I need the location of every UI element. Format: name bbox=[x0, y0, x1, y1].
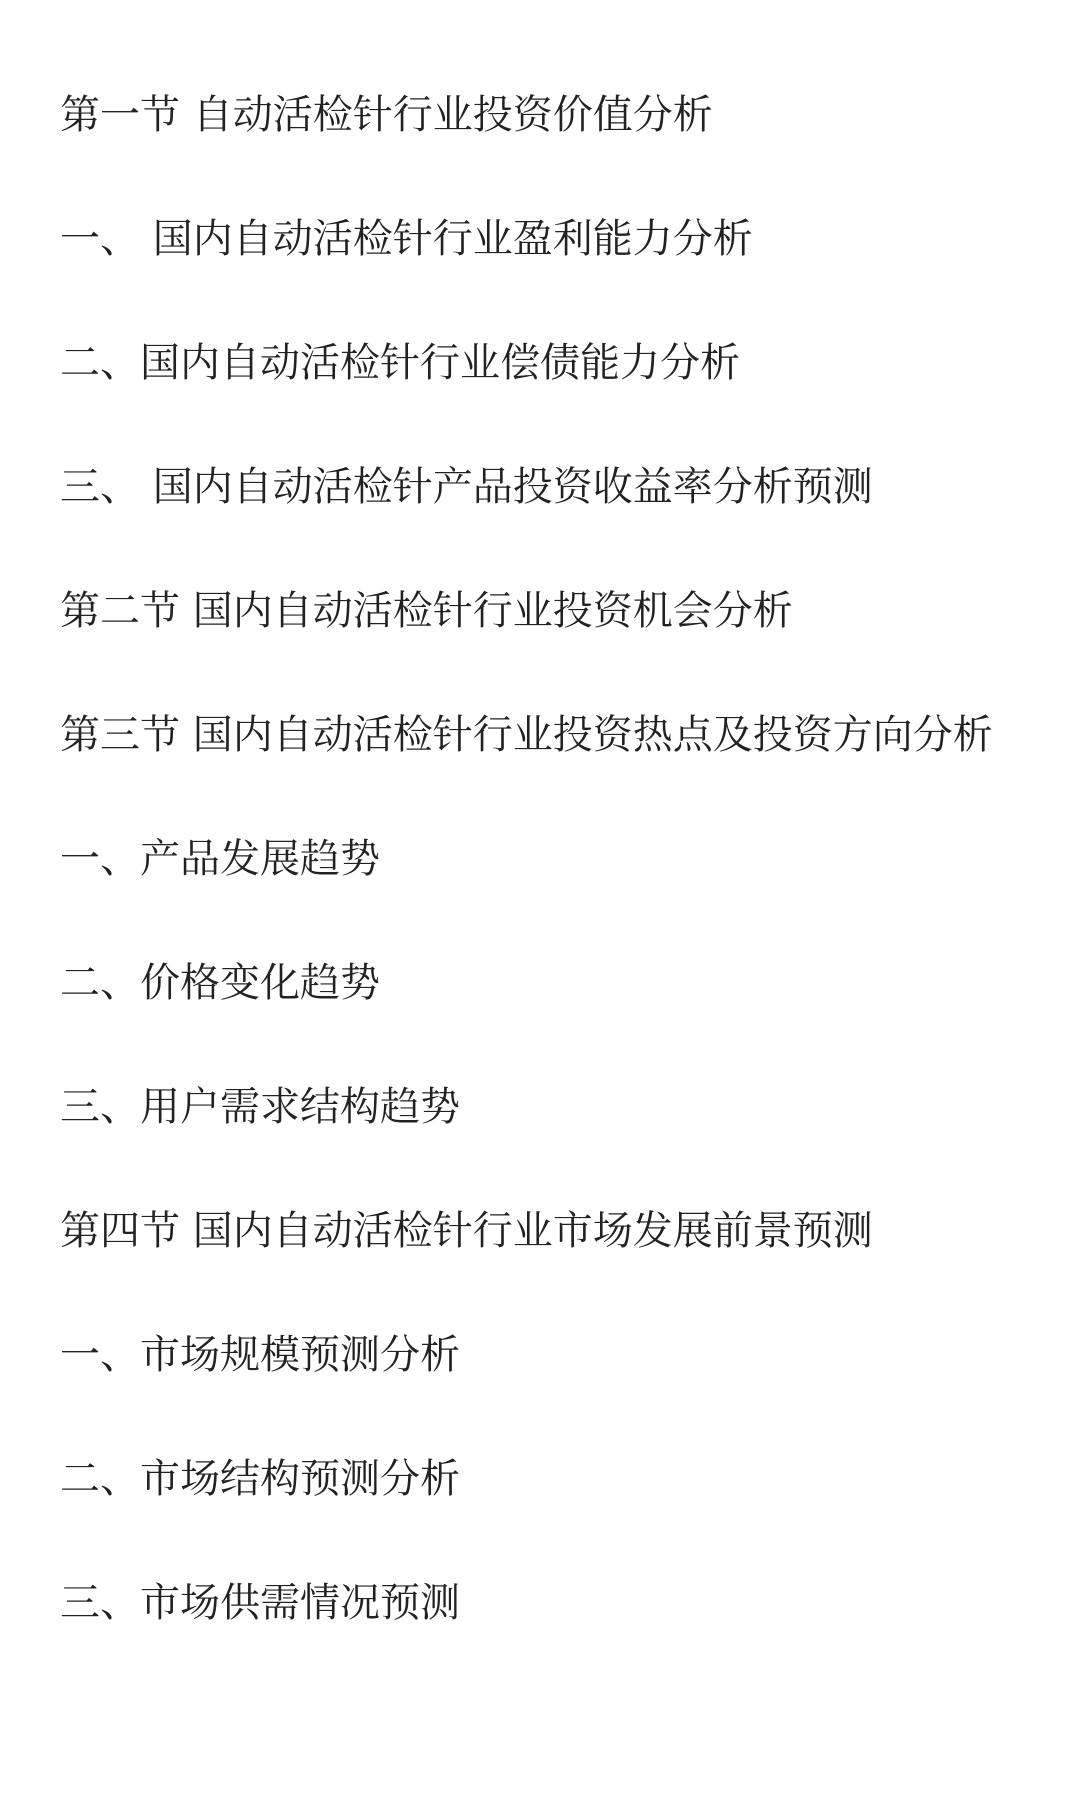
subsection-4-2: 二、市场结构预测分析 bbox=[60, 1456, 460, 1502]
section-2-heading: 第二节 国内自动活检针行业投资机会分析 bbox=[60, 588, 793, 634]
subsection-1-1: 一、 国内自动活检针行业盈利能力分析 bbox=[60, 216, 753, 262]
subsection-3-3: 三、用户需求结构趋势 bbox=[60, 1084, 460, 1130]
subsection-4-3: 三、市场供需情况预测 bbox=[60, 1580, 460, 1626]
subsection-1-2: 二、国内自动活检针行业偿债能力分析 bbox=[60, 340, 740, 386]
subsection-3-1: 一、产品发展趋势 bbox=[60, 836, 380, 882]
subsection-4-1: 一、市场规模预测分析 bbox=[60, 1332, 460, 1378]
section-1-heading: 第一节 自动活检针行业投资价值分析 bbox=[60, 92, 713, 138]
section-3-heading: 第三节 国内自动活检针行业投资热点及投资方向分析 bbox=[60, 712, 993, 758]
subsection-1-3: 三、 国内自动活检针产品投资收益率分析预测 bbox=[60, 464, 873, 510]
subsection-3-2: 二、价格变化趋势 bbox=[60, 960, 380, 1006]
section-4-heading: 第四节 国内自动活检针行业市场发展前景预测 bbox=[60, 1208, 873, 1254]
table-of-contents bbox=[60, 78, 1020, 1690]
